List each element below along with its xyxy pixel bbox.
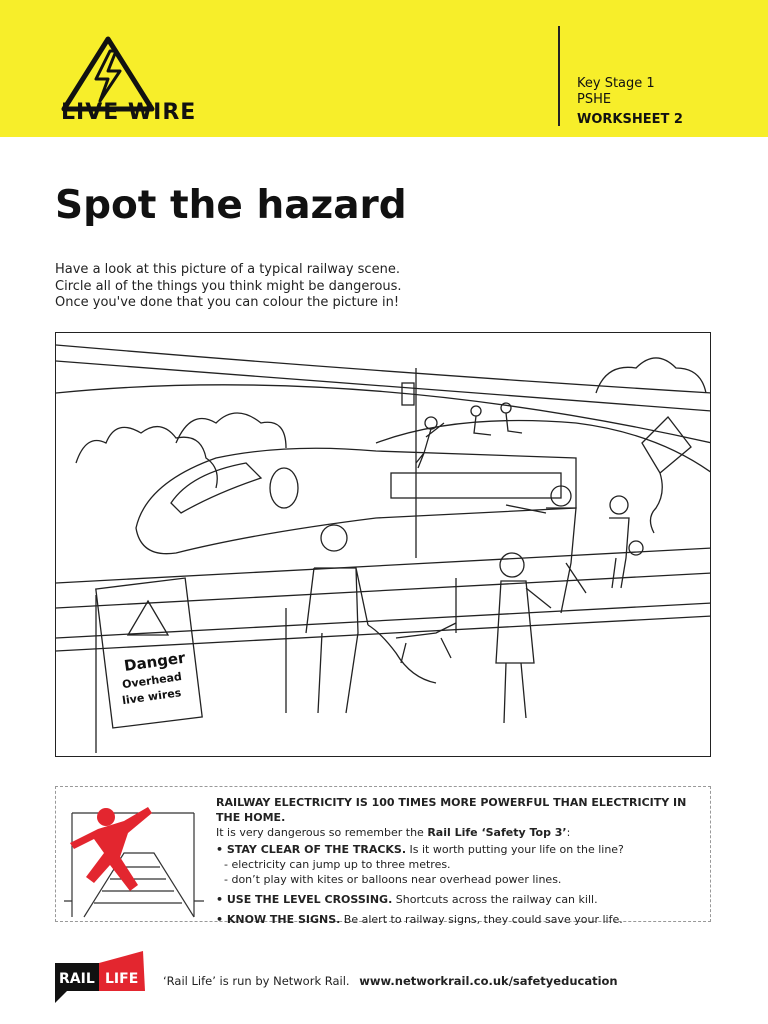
tree-icon [176,413,286,448]
tip-title: • KNOW THE SIGNS. [216,913,341,926]
footer-line [163,974,618,988]
safety-education-link[interactable]: www.networkrail.co.uk/safetyeducation [359,974,618,988]
safety-intro-prefix: It is very dangerous so remember the [216,826,428,839]
tree-icon [596,358,706,393]
tip-know-signs [216,912,706,927]
tip-title: • STAY CLEAR OF THE TRACKS. [216,843,407,856]
tip-text: Be alert to railway signs, they could save your life. [340,913,623,926]
subject: PSHE [577,92,612,107]
ball-icon [629,541,643,555]
girl-figure [496,581,534,723]
worksheet-number: WORKSHEET 2 [577,112,683,127]
tip-subpoint: - don’t play with kites or balloons near overhead power lines. [224,873,562,886]
sitting-child-head [471,406,481,416]
tip-level-crossing [216,892,706,907]
rail-life-logo [55,951,151,1007]
safety-panel [55,786,711,926]
tip-subpoint: - electricity can jump up to three metres. [224,858,451,871]
sign-title: Danger [122,648,187,675]
logo-text: LIVE WIRE [61,100,197,125]
kite-tail [650,473,662,533]
train-door-window [270,468,298,508]
intro-line: Once you've done that you can colour the picture in! [55,295,400,310]
tip-stay-clear [216,842,706,857]
railway-scene-illustration [55,332,711,757]
intro-line: Circle all of the things you think might be dangerous. [55,278,402,294]
fence-rail [56,616,711,651]
sitting-child [474,416,491,435]
sitting-child [506,413,522,433]
intro-text [55,262,402,312]
sign-line-1: Overhead [121,670,183,692]
safety-heading: RAILWAY ELECTRICITY IS 100 TIMES MORE POWERFUL THAN ELECTRICITY IN THE HOME. [216,796,687,824]
header-band [0,0,768,137]
worksheet-meta [577,76,683,128]
fence-rail [56,603,711,638]
overhead-wire [56,385,711,443]
run-by-text: ‘Rail Life’ is run by Network Rail. [163,974,350,988]
safety-intro-suffix: : [566,826,571,839]
falling-person-track-icon [64,793,204,918]
tip-title: • USE THE LEVEL CROSSING. [216,893,393,906]
tree-icon [76,427,217,488]
girl-arm [526,588,551,608]
kite-icon [642,417,691,473]
man-head [321,525,347,551]
tip-text: Is it worth putting your life on the line? [406,843,624,856]
footer [0,945,768,1015]
railway-scene-drawing [56,333,711,757]
warning-triangle-icon [128,601,168,635]
man-figure [306,568,368,713]
tip-text: Shortcuts across the railway can kill. [392,893,598,906]
climbing-child-head [425,417,437,429]
sitting-child-head [501,403,511,413]
intro-line: Have a look at this picture of a typical railway scene. [55,262,400,277]
badge-right-text: LIFE [105,971,139,987]
safety-intro-bold: Rail Life ‘Safety Top 3’ [427,826,567,839]
small-child-head [610,496,628,514]
girl-head [500,553,524,577]
header-divider [558,26,560,126]
sign-line-2: live wires [121,686,183,708]
train-icon [136,448,576,553]
key-stage: Key Stage 1 [577,76,655,91]
safety-text [216,795,706,927]
safety-intro [216,825,706,840]
dog-icon [396,623,456,663]
badge-left-text: RAIL [59,971,95,987]
page-title: Spot the hazard [55,183,407,228]
